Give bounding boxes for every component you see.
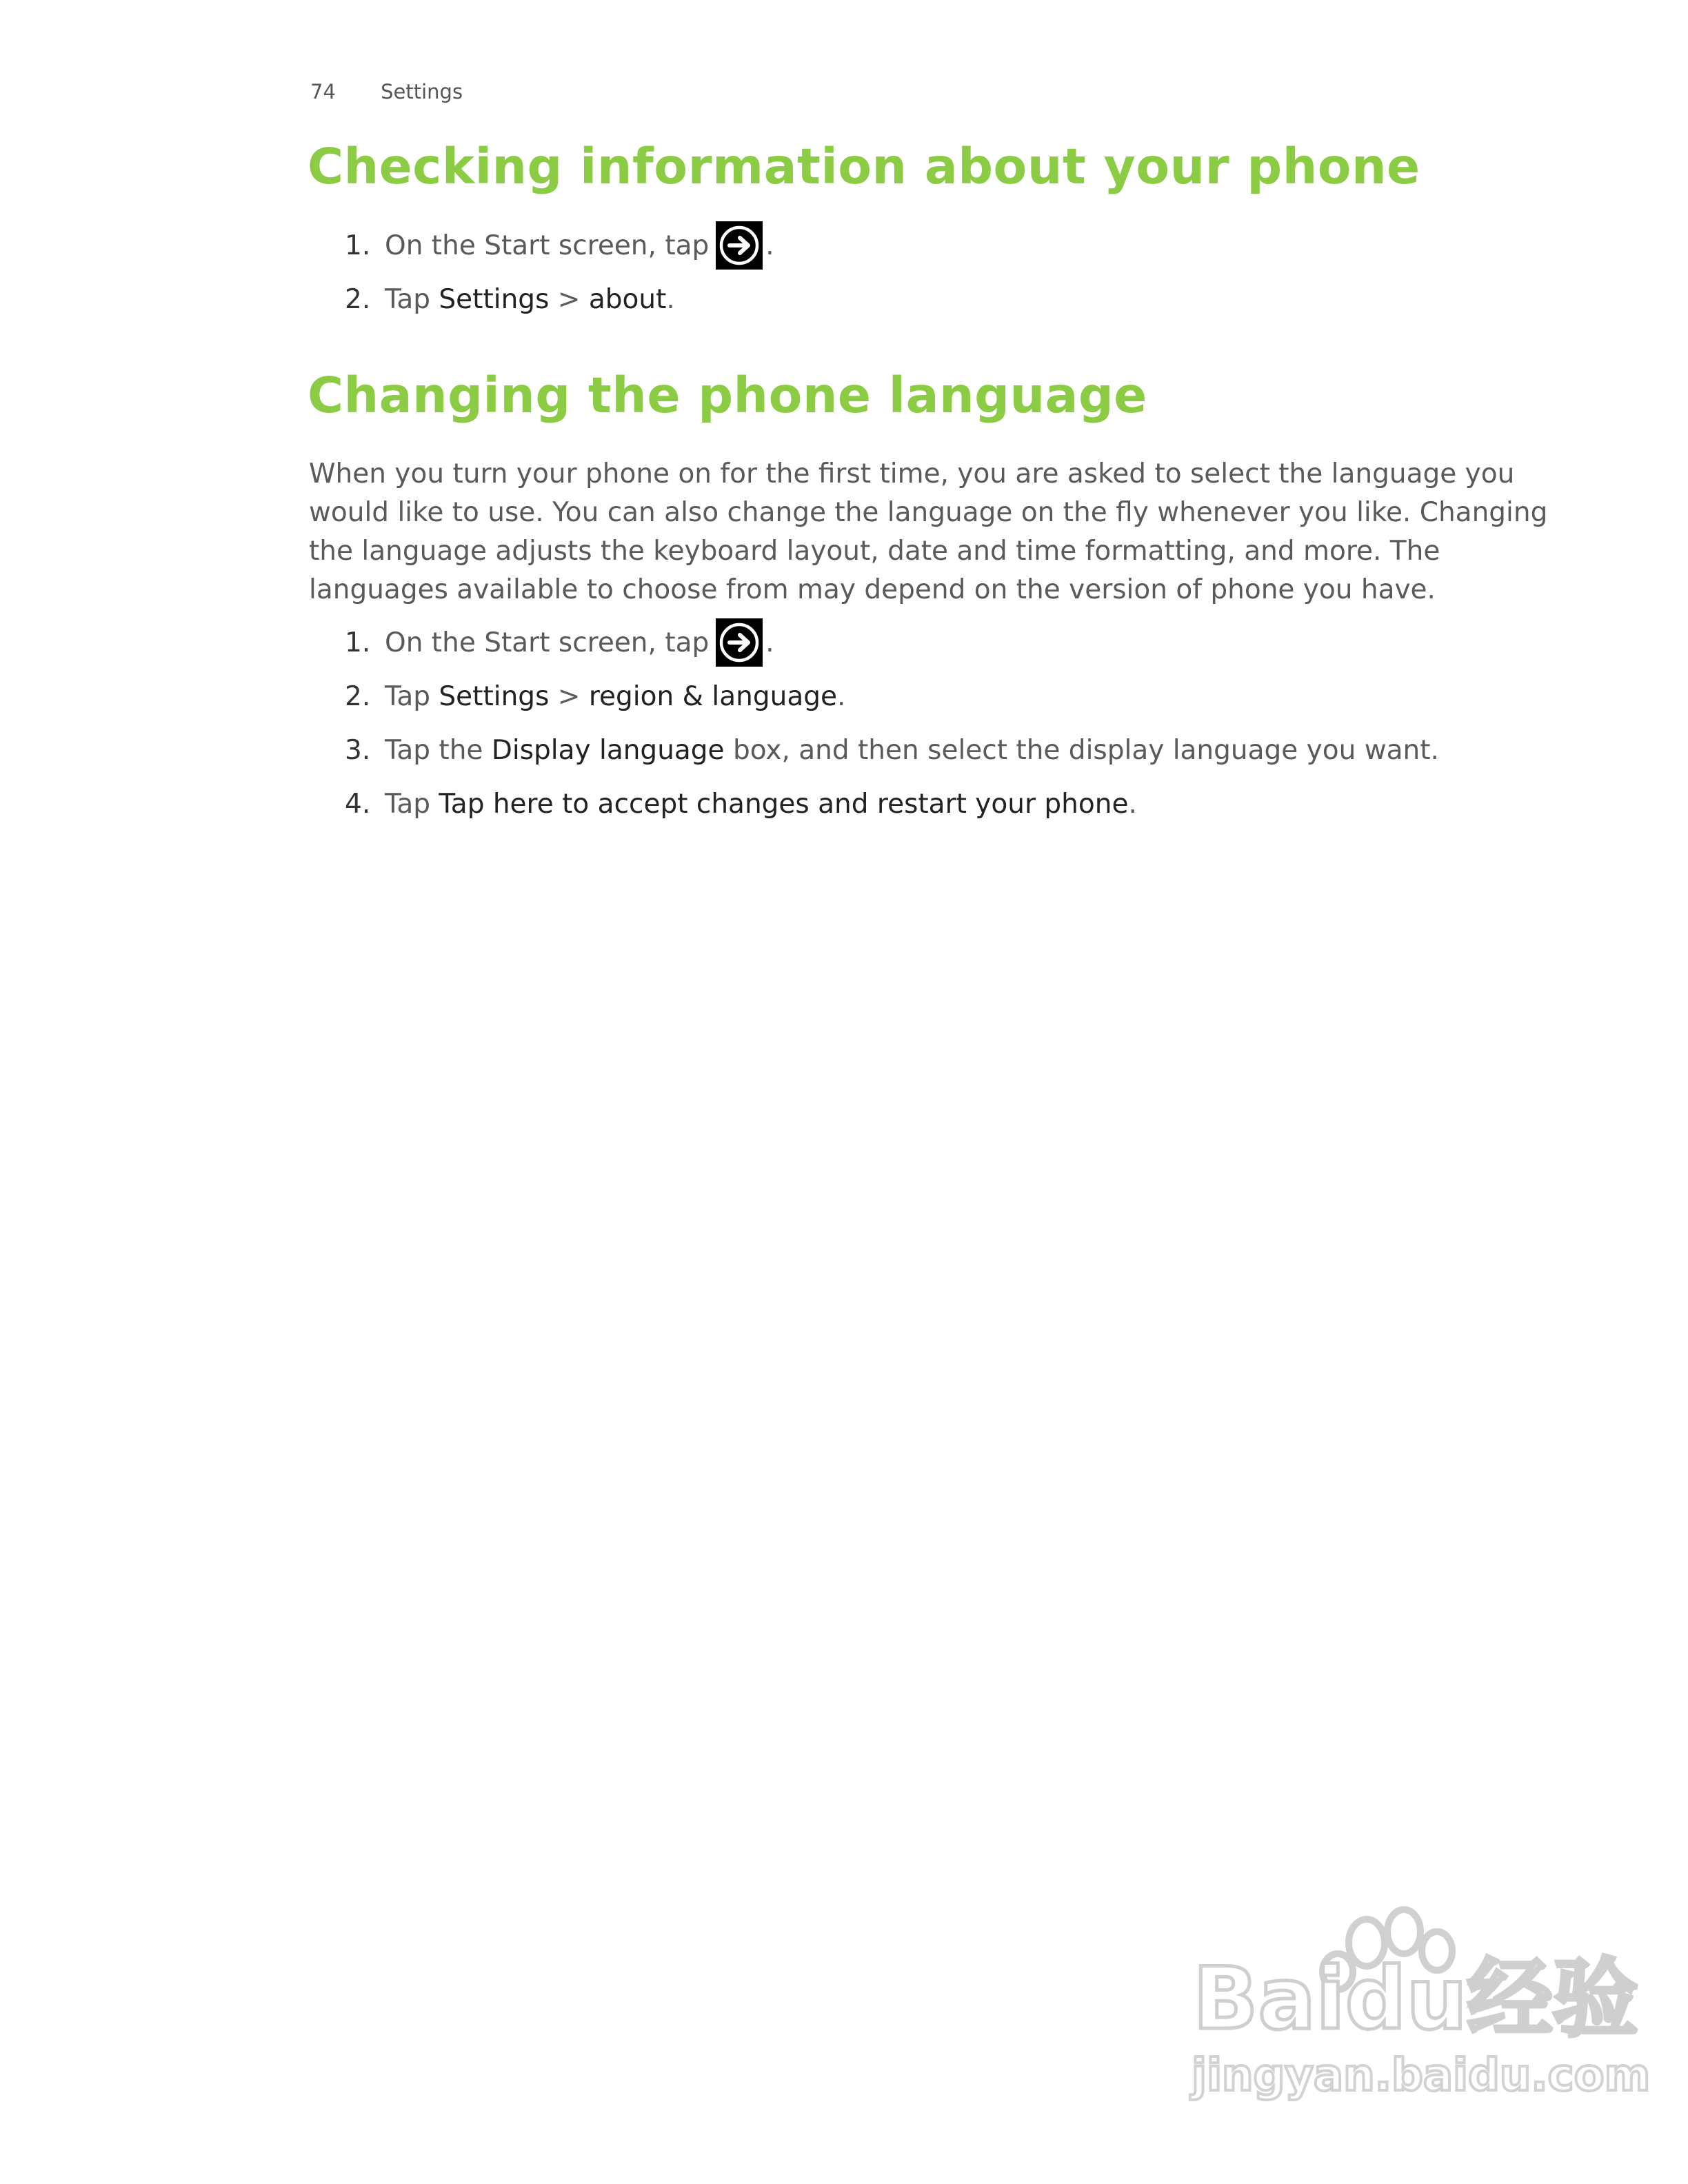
step-text: Tap Settings > region & language. [385, 681, 846, 712]
heading-checking-info: Checking information about your phone [308, 138, 1420, 195]
step-text: Tap the Display language box, and then select the display language you want. [385, 735, 1439, 766]
watermark-brand: Baidu经验 [1193, 1950, 1638, 2049]
page-header [310, 80, 463, 103]
step-number: 1. [345, 627, 371, 658]
intro-paragraph: When you turn your phone on for the first time, you are asked to select the language you would like to use. You can also change the language on the fly whenever you like. Changing the language adjusts the keyboard layout, date and time formatting, and more. The languages available to choose from may depend on the version of phone you have. [309, 458, 1548, 605]
baidu-watermark-logo [1186, 1903, 1651, 2110]
step-text: Tap Settings > about. [385, 284, 675, 315]
heading-changing-language: Changing the phone language [308, 367, 1147, 424]
step-text: Tap Tap here to accept changes and restart your phone. [385, 789, 1137, 820]
step-number: 2. [345, 284, 371, 315]
section-name: Settings [381, 80, 463, 103]
step-number: 1. [345, 230, 371, 261]
step-text: On the Start screen, tap . [385, 219, 774, 273]
step-number: 4. [345, 789, 371, 820]
page-number: 74 [310, 80, 336, 103]
arrow-right-circle-icon[interactable] [716, 221, 763, 270]
arrow-right-circle-icon[interactable] [716, 618, 763, 667]
watermark-url: jingyan.baidu.com [1192, 2050, 1651, 2101]
step-text: On the Start screen, tap . [385, 616, 774, 670]
step-number: 3. [345, 735, 371, 766]
step-number: 2. [345, 681, 371, 712]
